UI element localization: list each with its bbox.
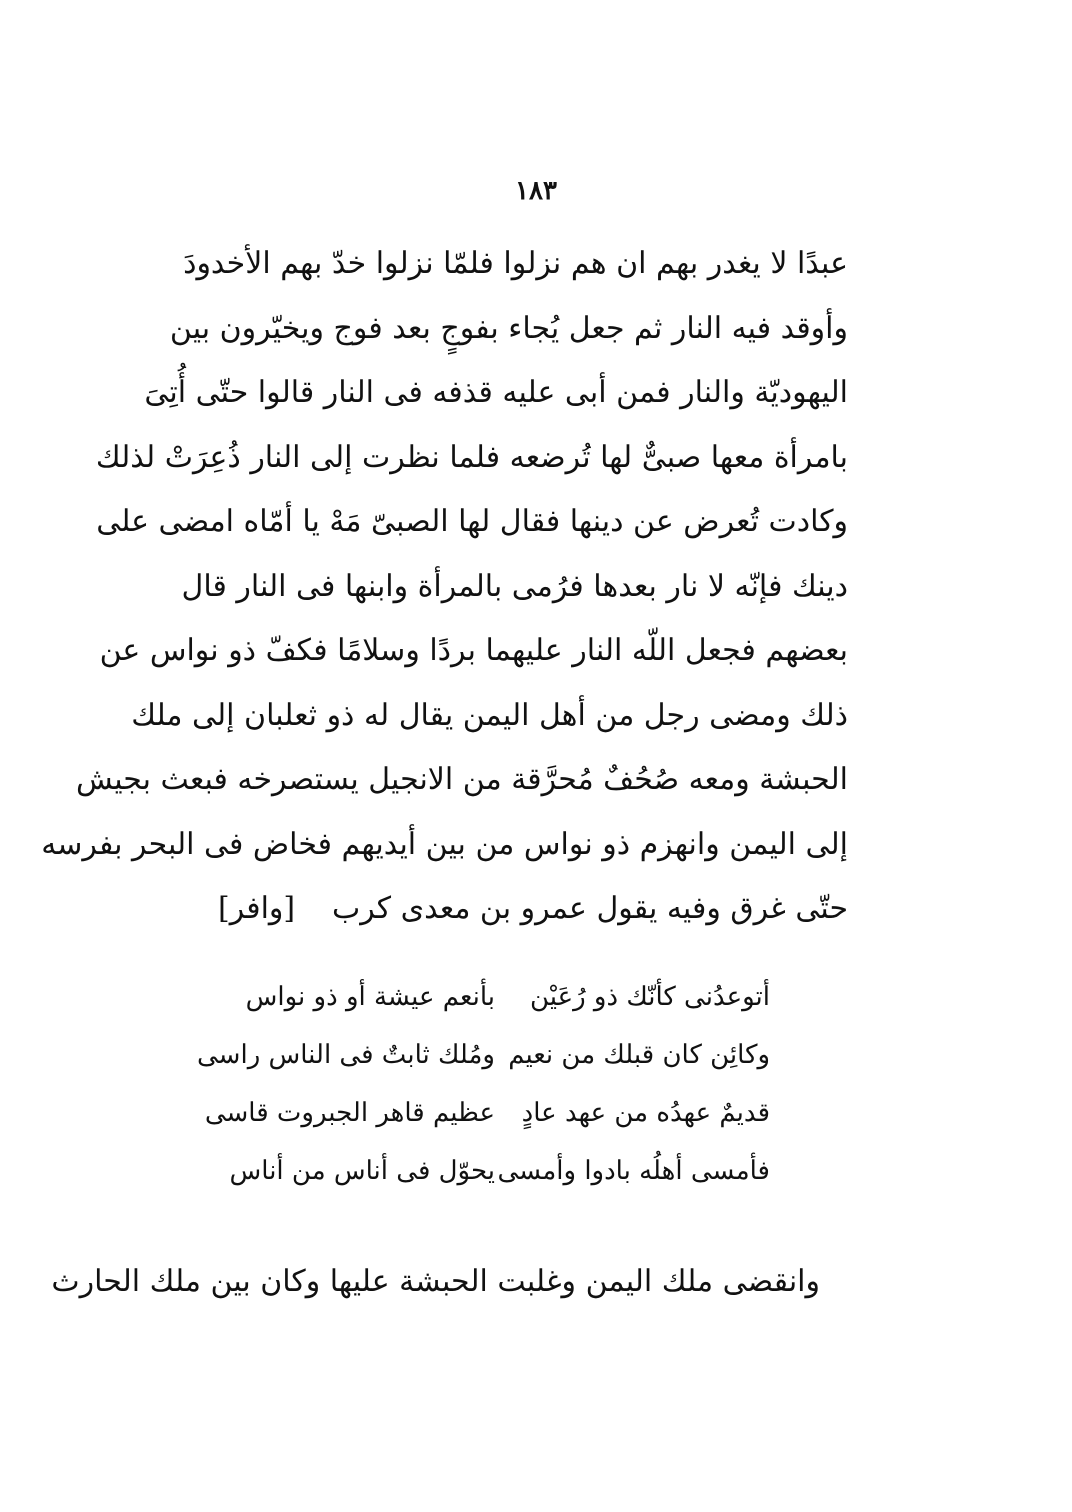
prose-line: وأوقد فيه النار ثم جعل يُجاء بفوجٍ بعد فوج ويخيّرون بين [169, 310, 848, 346]
verse-first-hemistich: وكائِن كان قبلك من نعيم [508, 1040, 770, 1070]
verse-second-hemistich: ومُلك ثابتٌ فى الناس راسى [197, 1040, 495, 1070]
prose-line: دينك فإنّه لا نار بعدها فرُمى بالمرأة وابنها فى النار قال [181, 568, 848, 604]
verse [197, 1026, 770, 1084]
closing-line: وانقضى ملك اليمن وغلبت الحبشة عليها وكان بين ملك الحارث [51, 1264, 820, 1299]
meter-label: [وافر] [218, 891, 296, 926]
verse-first-hemistich: قديمٌ عهدُه من عهد عادٍ [521, 1098, 770, 1128]
prose-line: وكادت تُعرض عن دينها فقال لها الصبىّ مَهْ يا أمّاه امضى على [96, 504, 848, 539]
prose-line: بعضهم فجعل اللّه النار عليهما بردًا وسلامًا فكفّ ذو نواس عن [99, 633, 848, 668]
verse-second-hemistich: عظيم قاهر الجبروت قاسى [204, 1098, 495, 1128]
prose-line-last [218, 877, 848, 942]
verse [204, 1084, 770, 1142]
page-number: ١٨٣ [515, 176, 557, 206]
prose-line: بامرأة معها صبىٌّ لها تُرضعه فلما نظرت إلى النار ذُعِرَتْ لذلك [95, 439, 848, 475]
prose-line: اليهوديّة والنار فمن أبى عليه قذفه فى النار قالوا حتّى أُتِىَ [144, 375, 848, 410]
prose-line-text: حتّى غرق وفيه يقول عمرو بن معدى كرب [332, 891, 848, 926]
prose-line: إلى اليمن وانهزم ذو نواس من بين أيديهم فخاض فى البحر بفرسه [41, 826, 848, 862]
verse-second-hemistich: بأنعم عيشة أو ذو نواس [245, 982, 495, 1012]
verse-first-hemistich: فأمسى أهلُه بادوا وأمسى [497, 1156, 770, 1186]
verse-first-hemistich: أتوعدُنى كأنّك ذو رُعَيْن [529, 982, 770, 1012]
prose-paragraph [41, 232, 848, 942]
verse [229, 1142, 770, 1200]
prose-line: ذلك ومضى رجل من أهل اليمن يقال له ذو ثعلبان إلى ملك [131, 697, 848, 733]
prose-line: الحبشة ومعه صُحُفٌ مُحرَّقة من الانجيل يستصرخه فبعث بجيش [76, 762, 848, 797]
verse [245, 968, 770, 1026]
prose-line: عبدًا لا يغدر بهم ان هم نزلوا فلمّا نزلوا خدّ بهم الأخدودَ [183, 246, 848, 281]
poem [197, 968, 770, 1200]
verse-second-hemistich: يحوّل فى أناس من أناس [229, 1156, 495, 1186]
